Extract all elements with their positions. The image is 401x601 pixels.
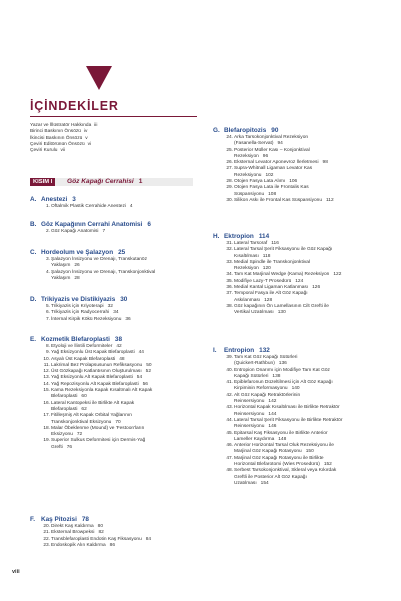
- chapter-number: 39.: [226, 355, 233, 360]
- front-matter-list: [30, 123, 190, 154]
- page-folio: viii: [12, 569, 20, 575]
- chapter-title-line: Üst Gözkapağı Katlantısının Oluşturulması: [51, 369, 142, 375]
- chapter-title-line: Rezeksiyon: [234, 266, 259, 272]
- chapter-title-line: Temporal Fasya ile Alt Göz Kapağı: [234, 291, 308, 297]
- section-title: Kaş Pitozisi: [41, 516, 77, 523]
- chapter-entry: [30, 229, 200, 235]
- chapter-number: 24.: [226, 135, 233, 140]
- section-heading: [30, 516, 200, 524]
- chapter-number: 4.: [45, 269, 50, 275]
- chapter-number: 45.: [226, 430, 233, 436]
- section-heading: [213, 233, 383, 241]
- toc-section: [30, 196, 200, 210]
- front-matter-label: Yazar ve İllüstratör Hakkında: [30, 123, 92, 128]
- chapter-page: 128: [264, 297, 273, 303]
- chapter-number: 19.: [43, 438, 50, 444]
- chapter-number: 11.: [43, 362, 50, 368]
- chapter-entry: [30, 204, 200, 210]
- chapter-title-line: Asyalı Üst Kapak Blefaroplasti: [51, 356, 116, 362]
- chapter-entry: [213, 198, 383, 204]
- chapter-title-line: Reinsersiyonu: [234, 399, 265, 405]
- chapter-page: 148: [278, 436, 287, 442]
- chapter-entry: [213, 468, 383, 487]
- chapter-title-line: Vertikal Uzatılması: [234, 310, 274, 316]
- chapter-page: 44: [138, 350, 144, 356]
- chapter-number: 5.: [45, 304, 50, 309]
- chapter-number: 37.: [226, 291, 233, 297]
- chapter-page: 82: [98, 530, 104, 536]
- front-matter-item: [30, 148, 190, 154]
- chapter-title-line: Medial Spindle ile Transkonjonktival: [234, 259, 310, 265]
- chapter-title-line: Blefaroplasti: [51, 406, 78, 412]
- chapter-number: 34.: [226, 272, 233, 278]
- section-heading: [30, 249, 200, 257]
- chapter-number: 16.: [43, 400, 50, 406]
- section-letter: I.: [213, 347, 217, 354]
- chapter-entry: [30, 438, 200, 451]
- chapter-page: 72: [76, 432, 83, 438]
- chapter-number: 44.: [226, 417, 233, 423]
- chapter-number: 27.: [226, 166, 233, 172]
- chapter-title-line: Lateral Tarsal Şerit Fiksasyonu ile Göz Kapağı: [234, 247, 333, 253]
- chapter-title-line: Tam Kat Göz Kapağı Sütürleri: [234, 355, 298, 360]
- front-matter-page: iii: [94, 123, 98, 128]
- chapter-number: 2.: [45, 229, 50, 234]
- chapter-page: 86: [109, 542, 116, 548]
- section-page: 38: [114, 336, 123, 343]
- toc-section: [30, 516, 200, 549]
- part-badge: KISIM I: [30, 178, 55, 186]
- chapter-number: 13.: [43, 375, 50, 381]
- front-matter-page: vii: [60, 148, 65, 154]
- chapter-title-line: Yaklaşım: [51, 263, 71, 269]
- chapter-page: 48: [119, 356, 125, 362]
- front-matter-page: vi: [87, 141, 92, 147]
- chapter-page: 118: [262, 253, 271, 259]
- part-title: [67, 178, 142, 186]
- section-heading: [30, 221, 200, 229]
- chapter-page: 106: [289, 179, 298, 185]
- chapter-title-line: (Quickert-Rathbun): [234, 361, 275, 367]
- chapter-title-line: Kama Rezeksiyonla Kapak Kısaltmalı Alt Kapak: [51, 388, 153, 394]
- section-letter: G.: [213, 127, 220, 134]
- chapter-page: 116: [271, 241, 279, 246]
- toc-section: [30, 336, 200, 451]
- chapter-page: 144: [268, 411, 277, 417]
- chapter-page: 140: [291, 386, 300, 392]
- chapter-entry: [30, 426, 200, 439]
- chapter-number: 20.: [43, 524, 50, 529]
- chapter-title-line: Endoskopik Alın Kaldırma: [51, 542, 106, 548]
- chapter-title-line: Lakrimal Bez Prolapsusunun Refiksasyonu: [51, 362, 143, 368]
- chapter-number: 40.: [226, 367, 233, 373]
- chapter-page: 26: [74, 263, 80, 269]
- chapter-number: 28.: [226, 179, 233, 185]
- chapter-title-line: Yağ Repozisyonlu Alt Kapak Blefaroplasti: [51, 381, 139, 387]
- chapter-number: 21.: [43, 530, 50, 536]
- chapter-number: 18.: [43, 425, 50, 431]
- section-heading: [213, 127, 383, 135]
- chapter-title-line: Transblefaroplasti Endotin Kaş Fiksasyonu: [51, 536, 142, 542]
- chapter-number: 32.: [226, 247, 233, 253]
- chapter-page: 136: [278, 361, 287, 367]
- chapter-number: 38.: [226, 303, 233, 309]
- chapter-entry: [30, 270, 200, 283]
- chapter-entry: [213, 418, 383, 431]
- section-heading: [30, 296, 200, 304]
- chapter-page: 4: [129, 204, 133, 209]
- chapter-title-line: Horizontal Blefarotomi (Wies Prosedürü): [234, 462, 320, 468]
- chapter-title-line: Şalazyon İnsizyonu ve Drenajı, Transkonjonktival: [51, 269, 156, 275]
- chapter-page: 152: [323, 462, 332, 468]
- chapter-entry: [213, 443, 383, 456]
- chapter-entry: [30, 317, 200, 323]
- chapter-entry: [213, 260, 383, 273]
- chapter-title-line: Supra-Whitnall Ligaman Levator Kas: [234, 166, 313, 172]
- chapter-entry: [213, 166, 383, 179]
- chapter-entry: [30, 543, 200, 549]
- chapter-number: 30.: [226, 197, 233, 203]
- chapter-entry: [213, 185, 383, 198]
- chapter-number: 6.: [45, 310, 50, 316]
- chapter-entry: [30, 388, 200, 401]
- part-page: 1: [138, 178, 143, 185]
- chapter-title-line: Lateral Tarsal Şerit Fiksasyonu ile Birlikte Retraktör: [234, 417, 343, 423]
- chapter-number: 26.: [226, 160, 233, 166]
- chapter-number: 43.: [226, 405, 233, 411]
- chapter-page: 154: [260, 480, 269, 486]
- chapter-title-line: Arka Tarsokonjonktival Rezeksiyon: [234, 135, 309, 140]
- chapter-title-line: Greftli ile Posterior Alt Göz Kapağı: [234, 474, 307, 480]
- chapter-title-line: Horizontal Kapak Kısaltılması ile Birlikte Retraktör: [234, 405, 340, 411]
- chapter-page: 50: [146, 362, 152, 368]
- section-title: Hordeolum ve Şalazyon: [41, 249, 114, 256]
- toc-section: [30, 249, 200, 282]
- chapter-page: 28: [74, 275, 80, 281]
- part-banner: [30, 178, 193, 186]
- section-page: 132: [259, 347, 270, 354]
- chapter-number: 15.: [43, 388, 50, 394]
- chapter-page: 120: [262, 266, 271, 272]
- section-heading: [30, 336, 200, 344]
- chapter-page: 94: [277, 141, 283, 147]
- chapter-title-line: Tam Kat Marjinal Wedge (Kama) Rezeksiyon: [234, 272, 330, 278]
- chapter-number: 14.: [43, 381, 50, 387]
- chapter-title-line: Alt Göz Kapağı Retraktörlerinin: [234, 392, 301, 398]
- section-page: 3: [72, 196, 76, 203]
- chapter-title-line: Silikon Askı ile Frontal Kas Süspansiyonu: [234, 197, 322, 203]
- chapter-entry: [213, 247, 383, 260]
- part-title-text: Göz Kapağı Cerrahisi: [67, 178, 134, 185]
- chapter-page: 96: [262, 153, 269, 159]
- chapter-triangle-icon: [86, 66, 112, 90]
- front-matter-page: v: [85, 135, 88, 141]
- chapter-title-line: Medial Kantal Ligaman Katlanması: [234, 285, 309, 291]
- section-page: 90: [271, 127, 279, 134]
- chapter-title-line: Rezeksiyon: [234, 153, 259, 159]
- chapter-title-line: Fitilleşmiş Alt Kapak Orbital Yağlarının: [51, 413, 132, 419]
- chapter-page: 122: [333, 272, 342, 278]
- chapter-number: 29.: [226, 185, 233, 191]
- chapter-entry: [213, 135, 383, 148]
- chapter-number: 25.: [226, 147, 233, 153]
- chapter-page: 70: [115, 419, 121, 425]
- chapter-page: 98: [322, 160, 328, 166]
- chapter-page: 76: [66, 444, 73, 450]
- chapter-page: 42: [116, 344, 122, 349]
- chapter-title-line: Etyoloji ve İlintili Deformiteler: [51, 344, 113, 349]
- chapter-entry: [213, 380, 383, 393]
- chapter-title-line: Epiblefaronun Düzeltilmesi için Alt Göz Kapağı: [234, 380, 333, 386]
- chapter-number: 10.: [43, 356, 50, 362]
- front-matter-page: iv: [83, 129, 88, 135]
- chapter-page: 7: [102, 229, 106, 234]
- chapter-title-line: Direkt Kaş Kaldırma: [51, 524, 94, 529]
- chapter-title-line: Blefaroplasti: [51, 394, 78, 400]
- chapter-entry: [30, 257, 200, 270]
- section-title: Blefaropitozis: [224, 127, 267, 134]
- chapter-entry: [213, 431, 383, 444]
- chapter-title-line: (Fasanella-Servat): [234, 141, 274, 147]
- chapter-page: 126: [312, 285, 321, 291]
- chapter-entry: [213, 456, 383, 469]
- chapter-number: 47.: [226, 455, 233, 461]
- section-heading: [213, 347, 383, 355]
- chapter-number: 46.: [226, 443, 233, 449]
- chapter-title-line: Yağ Eksizyonlu Üst Kapak Blefaroplasti: [51, 350, 135, 356]
- toc-section: [213, 347, 383, 487]
- chapter-title-line: Eksternal Levator Aponevroz İlerletmesi: [234, 160, 319, 166]
- chapter-title-line: Reinsersiyonu: [234, 424, 265, 430]
- front-matter-label: İkincisi Baskının Önsözü: [30, 135, 83, 141]
- section-title: Trikiyazis ve Distikiyazis: [41, 296, 116, 303]
- chapter-title-line: Epitarsal Kaş Fiksasyonu ile Birlikte Anterior: [234, 430, 328, 436]
- toc-section: [30, 296, 200, 323]
- chapter-page: 54: [136, 375, 143, 381]
- section-letter: D.: [30, 296, 37, 303]
- chapter-page: 112: [326, 197, 334, 203]
- chapter-page: 102: [265, 172, 274, 178]
- chapter-title-line: İnternal Kirpik Kökü Rezeksiyonu: [51, 316, 122, 322]
- chapter-title-line: Lateral Tarsoraf: [234, 241, 268, 246]
- chapter-title-line: Eksizyonu: [51, 432, 73, 438]
- chapter-title-line: Marjinal Göz Kapağı Rotasyonu: [234, 449, 302, 455]
- chapter-page: 60: [81, 394, 87, 400]
- chapter-entry: [30, 401, 200, 414]
- section-letter: F.: [30, 516, 35, 523]
- chapter-page: 34: [113, 310, 119, 316]
- chapter-title-line: Grefti: [51, 444, 63, 450]
- section-title: Ektropion: [224, 233, 254, 240]
- front-matter-label: Birinci Baskının Önsözü: [30, 129, 81, 135]
- section-title: Entropion: [224, 347, 255, 354]
- chapter-title-line: Süspansiyonu: [234, 191, 265, 197]
- chapter-number: 48.: [226, 468, 233, 474]
- chapter-title-line: Reinsersiyonu: [234, 411, 265, 417]
- section-page: 6: [147, 221, 151, 228]
- chapter-title-line: Göz kapağının Ön Lamellasının Cilt Grefti ile: [234, 303, 329, 309]
- chapter-number: 3.: [45, 257, 50, 262]
- chapter-entry: [213, 148, 383, 161]
- front-matter-label: Çeviri Kurulu: [30, 148, 58, 154]
- toc-section: [213, 233, 383, 317]
- chapter-page: 32: [107, 304, 113, 309]
- chapter-number: 7.: [45, 316, 50, 322]
- chapter-title-line: Göz Kapağı Anatomisi: [51, 229, 99, 234]
- chapter-page: 84: [145, 536, 152, 542]
- chapter-page: 108: [268, 191, 277, 197]
- chapter-title-line: Modifiye Lazy-T Prosedürü: [234, 278, 292, 284]
- chapter-title-line: Uzatılması: [234, 480, 257, 486]
- chapter-entry: [30, 413, 200, 426]
- chapter-entry: [213, 393, 383, 406]
- section-letter: A.: [30, 196, 37, 203]
- chapter-number: 35.: [226, 278, 233, 284]
- section-letter: E.: [30, 336, 37, 343]
- chapter-title-line: Rezeksiyonu: [234, 172, 262, 178]
- section-letter: H.: [213, 233, 220, 240]
- chapter-page: 62: [81, 406, 87, 412]
- chapter-number: 12.: [43, 369, 50, 375]
- chapter-title-line: Posterior Müller Kası – Konjonktival: [234, 147, 310, 153]
- chapter-number: 8.: [45, 344, 50, 349]
- chapter-number: 23.: [43, 542, 50, 548]
- section-page: 114: [258, 233, 270, 240]
- chapter-number: 9.: [45, 350, 50, 356]
- chapter-title-line: Eksternal Browpeksi: [51, 530, 95, 536]
- section-page: 78: [81, 516, 89, 523]
- page-title: İÇİNDEKİLER: [30, 99, 119, 113]
- chapter-page: 124: [295, 278, 304, 284]
- section-page: 25: [118, 249, 126, 256]
- chapter-title-line: Trikiyazis için Kriyoterapi: [51, 304, 104, 309]
- section-letter: C.: [30, 249, 37, 256]
- chapter-page: 130: [277, 310, 286, 316]
- chapter-entry: [213, 291, 383, 304]
- chapter-title-line: Otojen Fasya Lata Alımı: [234, 179, 286, 185]
- chapter-title-line: Oftalmik Plastik Cerrahide Anestezi: [51, 204, 126, 209]
- chapter-number: 36.: [226, 285, 233, 291]
- front-matter-label: Çeviri Editörünün Önsözü: [30, 141, 85, 147]
- chapter-title-line: Kapağı Sütürleri: [234, 373, 269, 379]
- chapter-title-line: Yaklaşım: [51, 275, 71, 281]
- chapter-title-line: Marjinal Göz Kapağı Rotasyonu ile Birlikte: [234, 455, 324, 461]
- chapter-number: 41.: [226, 380, 233, 386]
- chapter-title-line: Trikiyazis için Radyocerrahi: [51, 310, 110, 316]
- chapter-page: 56: [142, 381, 148, 387]
- section-title: Anestezi: [41, 196, 68, 203]
- chapter-title-line: Otojen Fasya Lata ile Frontalis Kas: [234, 185, 309, 191]
- chapter-title-line: Askılanması: [234, 297, 261, 303]
- chapter-title-line: Kirpiminin Reformasyonu: [234, 386, 288, 392]
- toc-section: [30, 221, 200, 235]
- chapter-page: 146: [268, 424, 277, 430]
- chapter-page: 142: [268, 399, 277, 405]
- chapter-title-line: Entropion Onarımı için Modifiye Tam Kat Göz: [234, 367, 330, 373]
- title-divider: [30, 116, 197, 117]
- chapter-page: 52: [145, 369, 151, 375]
- chapter-title-line: Transkonjonktival Eksizyonu: [51, 419, 112, 425]
- chapter-page: 150: [305, 449, 314, 455]
- chapter-page: 36: [125, 316, 131, 322]
- chapter-title-line: Malar Öbeklenme (Mound) ve 'Festoon'ların: [51, 425, 145, 431]
- chapter-entry: [213, 304, 383, 317]
- chapter-number: 22.: [43, 536, 50, 542]
- section-title: Kozmetik Blefaroplasti: [41, 336, 110, 343]
- chapter-number: 33.: [226, 259, 233, 265]
- section-heading: [30, 196, 200, 204]
- chapter-title-line: Lameller Kaydırma: [234, 436, 275, 442]
- section-page: 30: [120, 296, 128, 303]
- chapter-number: 1.: [45, 204, 50, 209]
- section-title: Göz Kapağının Cerrahi Anatomisi: [41, 221, 143, 228]
- chapter-page: 138: [272, 373, 281, 379]
- chapter-page: 80: [97, 524, 103, 529]
- chapter-title-line: Yağ Eksizyonlu Alt Kapak Blefaroplasti: [51, 375, 133, 381]
- chapter-title-line: Kısaltılması: [234, 253, 259, 259]
- chapter-title-line: Şalazyon İnsizyonu ve Drenajı, Transkutanöz: [51, 257, 147, 262]
- chapter-number: 31.: [226, 241, 233, 246]
- section-letter: B.: [30, 221, 37, 228]
- chapter-title-line: Anterior Horizontal Tarsal Oluk Rezeksiyonu ile: [234, 443, 334, 449]
- chapter-title-line: Lateral Kantopeksi ile Birlikte Alt Kapak: [51, 400, 135, 406]
- chapter-entry: [213, 405, 383, 418]
- chapter-entry: [213, 368, 383, 381]
- toc-section: [213, 127, 383, 204]
- chapter-title-line: Serbest Tarsokonjonktival, Skleral veya Kıkırdak: [234, 468, 337, 474]
- chapter-entry: [213, 355, 383, 368]
- chapter-number: 42.: [226, 392, 233, 398]
- chapter-title-line: Superior Sulkus Deformitesi için Dermis-Yağ: [51, 438, 146, 444]
- chapter-number: 17.: [43, 413, 50, 419]
